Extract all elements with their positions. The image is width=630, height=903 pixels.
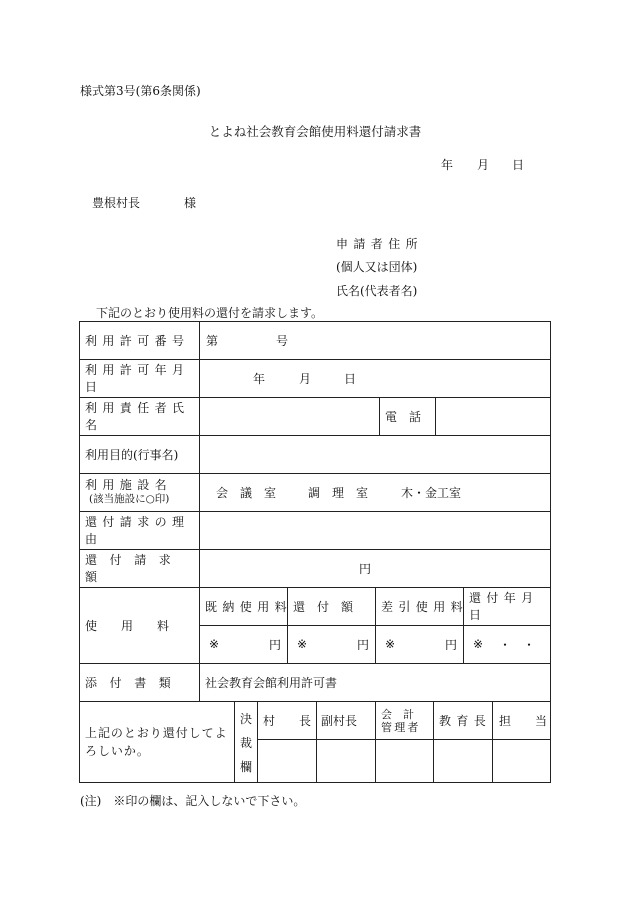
fees-header-balance: 差引使用料 — [381, 599, 469, 614]
role-deputy-chief: 副村長 — [321, 713, 358, 728]
fees-date-mark: ※ — [473, 637, 484, 651]
date-year-label: 年 — [441, 158, 454, 172]
permit-number-field[interactable] — [225, 325, 273, 355]
attachments-label-text: 添付書類 — [85, 675, 184, 690]
role-village-chief: 村 長 — [263, 713, 312, 728]
fees-header-paid: 既納使用料 — [205, 599, 293, 614]
approval-text: 上記のとおり還付してよろしいか。 — [85, 726, 228, 758]
permit-number-suffix: 号 — [276, 333, 289, 348]
phone-field[interactable] — [436, 398, 549, 434]
fees-header-refund: 還 付 額 — [293, 599, 354, 614]
fees-label: 使 用 料 — [85, 618, 170, 633]
purpose-field[interactable] — [200, 436, 549, 472]
attachments-label — [85, 663, 197, 701]
fees-balance-mark: ※ — [385, 637, 396, 651]
fees-date-placeholder: ・ ・ — [499, 637, 536, 652]
decision-char-2: 裁 — [239, 736, 252, 750]
facility-label-line2: (該当施設に○印) — [89, 493, 170, 505]
fees-header-refund-date: 還付年月日 — [469, 591, 539, 622]
request-table — [79, 321, 551, 783]
facility-label — [85, 473, 197, 511]
footnote: (注) ※印の欄は、記入しないで下さい。 — [80, 794, 306, 808]
decision-char-1: 決 — [239, 712, 252, 726]
stamp-accounting-manager[interactable] — [376, 740, 432, 781]
document-title: とよね社会教育会館使用料還付請求書 — [208, 124, 422, 139]
attachments-value: 社会教育会館利用許可書 — [205, 675, 338, 690]
permit-date-month: 月 — [299, 371, 312, 386]
role-education-chief: 教育長 — [439, 713, 492, 728]
fees-balance-unit: 円 — [445, 637, 458, 652]
responsible-name-label: 利用責任者氏名 — [85, 401, 190, 432]
refund-amount-field[interactable] — [200, 550, 356, 586]
facility-label-line1: 利用施設名 — [85, 478, 173, 492]
permit-date-label: 利用許可年月日 — [85, 363, 190, 394]
facility-option-meeting-room[interactable]: 会 議 室 — [216, 485, 277, 500]
permit-number-prefix: 第 — [206, 333, 219, 348]
stamp-staff[interactable] — [493, 740, 549, 781]
decision-column-label — [235, 707, 257, 779]
addressee: 豊根村長 — [92, 196, 141, 210]
intro-text: 下記のとおり使用料の還付を請求します。 — [96, 306, 324, 320]
stamp-village-chief[interactable] — [258, 740, 315, 781]
responsible-name-field[interactable] — [200, 398, 378, 434]
role-accounting-line1: 会 計 — [381, 708, 414, 721]
form-number: 様式第3号(第6条関係) — [80, 84, 201, 98]
refund-amount-unit: 円 — [359, 561, 372, 576]
permit-date-day: 日 — [344, 371, 357, 386]
role-accounting-manager — [381, 708, 421, 734]
phone-label: 電 話 — [385, 409, 422, 424]
fees-paid-unit: 円 — [269, 637, 282, 652]
stamp-deputy-chief[interactable] — [317, 740, 374, 781]
honorific: 様 — [184, 196, 197, 210]
refund-amount-label — [85, 549, 197, 587]
permit-number-label: 利用許可番号 — [85, 333, 190, 348]
facility-option-woodworking[interactable]: 木・金工室 — [401, 485, 462, 500]
stamp-education-chief[interactable] — [434, 740, 491, 781]
role-staff: 担 当 — [499, 713, 548, 728]
fees-paid-mark: ※ — [209, 637, 220, 651]
permit-date-year: 年 — [253, 371, 266, 386]
fees-refund-unit: 円 — [357, 637, 370, 652]
refund-reason-field[interactable] — [200, 512, 549, 548]
role-accounting-line2: 管理者 — [381, 721, 421, 734]
refund-amount-label-text: 還付請求額 — [85, 553, 184, 584]
fees-refund-mark: ※ — [297, 637, 308, 651]
date-month-label: 月 — [477, 158, 490, 172]
date-day-label: 日 — [512, 158, 525, 172]
purpose-label: 利用目的(行事名) — [85, 447, 179, 462]
applicant-address-label: 申請者住所 — [336, 237, 424, 251]
applicant-name-label: 氏名(代表者名) — [336, 284, 418, 298]
decision-char-3: 欄 — [239, 760, 252, 774]
refund-reason-label: 還付請求の理由 — [85, 515, 190, 546]
facility-option-kitchen[interactable]: 調 理 室 — [308, 485, 369, 500]
applicant-type-label: (個人又は団体) — [336, 260, 418, 274]
